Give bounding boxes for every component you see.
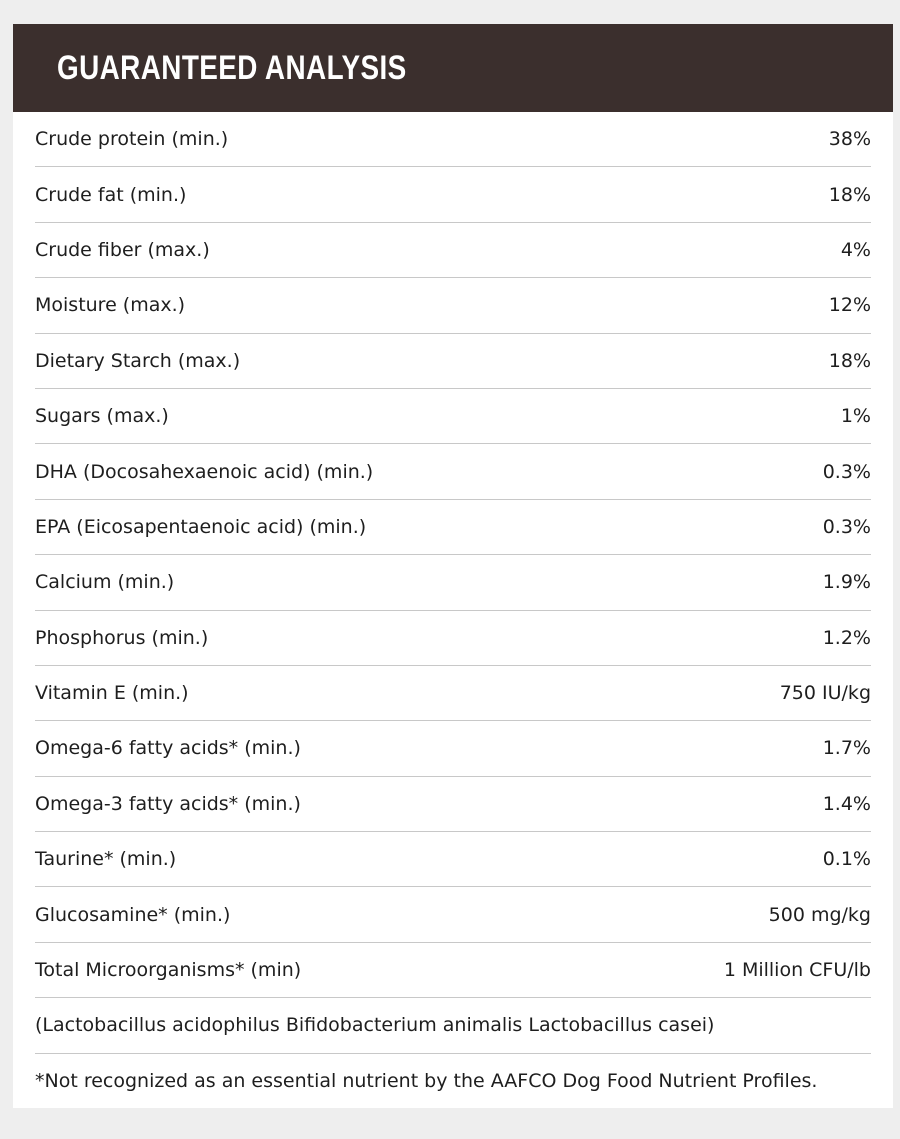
- row-value: 1.2%: [822, 626, 871, 649]
- row-value: 0.3%: [822, 460, 871, 483]
- row-value: 18%: [828, 349, 871, 372]
- table-row: [35, 555, 871, 610]
- analysis-header: [13, 24, 893, 112]
- row-label: Crude fat (min.): [35, 183, 187, 206]
- row-value: 750 IU/kg: [779, 682, 871, 705]
- row-label: Vitamin E (min.): [35, 682, 189, 705]
- row-label: Glucosamine* (min.): [35, 903, 231, 926]
- row-label: Crude protein (min.): [35, 128, 229, 151]
- table-row: [35, 500, 871, 555]
- row-value: 1 Million CFU/lb: [723, 959, 871, 982]
- table-row: [35, 887, 871, 942]
- row-value: 1%: [840, 405, 871, 428]
- analysis-table: [13, 112, 893, 1109]
- aafco-footnote: *Not recognized as an essential nutrient by the AAFCO Dog Food Nutrient Profiles.: [35, 1070, 818, 1093]
- microorganisms-note-row: [35, 998, 871, 1053]
- row-value: 0.3%: [822, 515, 871, 538]
- table-row: [35, 943, 871, 998]
- table-row: [35, 112, 871, 167]
- row-label: Total Microorganisms* (min): [35, 959, 302, 982]
- row-label: EPA (Eicosapentaenoic acid) (min.): [35, 515, 367, 538]
- row-value: 1.7%: [822, 737, 871, 760]
- row-value: 1.9%: [822, 571, 871, 594]
- row-label: Sugars (max.): [35, 405, 169, 428]
- row-label: Omega-3 fatty acids* (min.): [35, 792, 301, 815]
- row-value: 12%: [828, 294, 871, 317]
- row-label: Crude fiber (max.): [35, 238, 210, 261]
- table-row: [35, 278, 871, 333]
- table-row: [35, 777, 871, 832]
- table-row: [35, 334, 871, 389]
- table-row: [35, 611, 871, 666]
- row-label: Moisture (max.): [35, 294, 186, 317]
- table-row: [35, 444, 871, 499]
- table-row: [35, 167, 871, 222]
- row-value: 38%: [828, 128, 871, 151]
- row-value: 18%: [828, 183, 871, 206]
- row-value: 4%: [840, 238, 871, 261]
- row-label: Dietary Starch (max.): [35, 349, 241, 372]
- table-row: [35, 832, 871, 887]
- row-label: Omega-6 fatty acids* (min.): [35, 737, 301, 760]
- guaranteed-analysis-panel: [13, 24, 893, 1108]
- table-row: [35, 666, 871, 721]
- table-row: [35, 223, 871, 278]
- analysis-title: GUARANTEED ANALYSIS: [57, 48, 407, 87]
- row-label: Taurine* (min.): [35, 848, 177, 871]
- table-row: [35, 721, 871, 776]
- row-value: 1.4%: [822, 792, 871, 815]
- row-label: Calcium (min.): [35, 571, 175, 594]
- table-row: [35, 389, 871, 444]
- row-value: 0.1%: [822, 848, 871, 871]
- row-label: DHA (Docosahexaenoic acid) (min.): [35, 460, 374, 483]
- row-value: 500 mg/kg: [768, 903, 871, 926]
- row-label: Phosphorus (min.): [35, 626, 209, 649]
- microorganisms-note: (Lactobacillus acidophilus Bifidobacterium animalis Lactobacillus casei): [35, 1014, 715, 1037]
